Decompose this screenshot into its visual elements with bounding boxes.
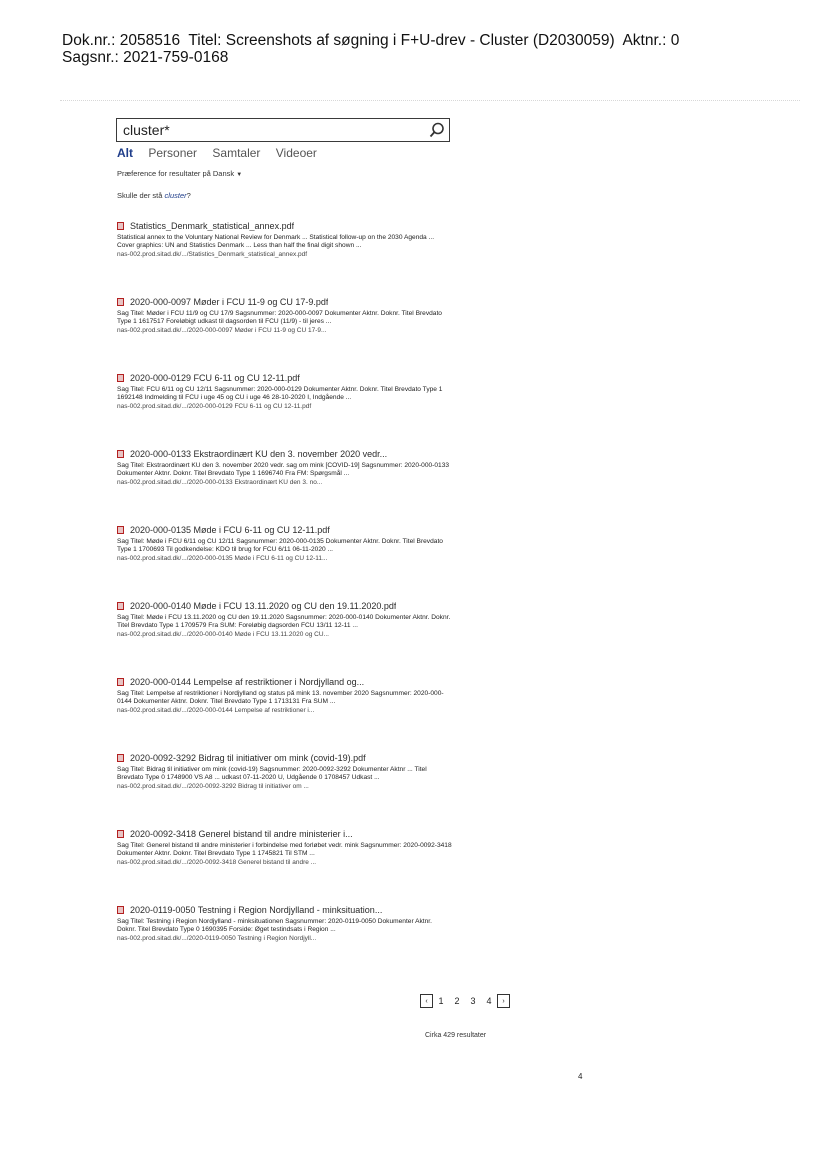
result-path: nas-002.prod.sitad.dk/.../2020-0119-0050 Testning i Region Nordjyll...: [117, 935, 317, 943]
doc-title: Titel: Screenshots af søgning i F+U-drev - Cluster (D2030059): [188, 32, 615, 49]
result-item: [117, 296, 452, 372]
result-snippet: Sag Titel: Testning i Region Nordjylland - minksituationen Sagsnummer: 2020-0119-0050 Dokumenter Aktnr. Doknr. Titel Brevdato Type 0 1690395 Forside: Øget testindsats i Region ...: [117, 918, 432, 934]
akt-number: Aktnr.: 0: [622, 32, 680, 49]
pdf-icon: [117, 526, 124, 534]
pdf-icon: [117, 374, 124, 382]
chevron-down-icon: ▼: [236, 172, 243, 178]
pdf-icon: [117, 222, 124, 230]
result-title-link[interactable]: 2020-000-0135 Møde i FCU 6-11 og CU 12-11.pdf: [130, 525, 330, 535]
tab-alt[interactable]: Alt: [117, 146, 133, 160]
document-header: [62, 32, 802, 66]
result-title-link[interactable]: 2020-0092-3292 Bidrag til initiativer om mink (covid-19).pdf: [130, 753, 366, 763]
divider: [60, 100, 800, 101]
result-item: [117, 752, 452, 828]
pdf-icon: [117, 298, 124, 306]
result-snippet: Statistical annex to the Voluntary National Review for Denmark ... Statistical follow-up on the 2030 Agenda ... Cover graphics: UN and Statistics Denmark ... Less than half the final digit shown ...: [117, 234, 435, 250]
language-preference-dropdown[interactable]: [117, 169, 242, 178]
pdf-icon: [117, 678, 124, 686]
result-item: [117, 904, 452, 980]
result-snippet: Sag Titel: Ekstraordinært KU den 3. november 2020 vedr. sag om mink [COVID-19] Sagsnummer: 2020-000-0133 Dokumenter Aktnr. Doknr. Titel Brevdato Type 1 1696740 Fra FM: Spørgsmål ...: [117, 462, 450, 478]
result-item: [117, 220, 452, 296]
result-title-link[interactable]: Statistics_Denmark_statistical_annex.pdf: [130, 221, 295, 231]
result-snippet: Sag Titel: Generel bistand til andre ministerier i forbindelse med forløbet vedr. mink Sagsnummer: 2020-0092-3418 Dokumenter Aktnr. Doknr. Titel Brevdato Type 1 1745821 Til STM ...: [117, 842, 452, 858]
tab-samtaler[interactable]: Samtaler: [212, 146, 261, 160]
result-snippet: Sag Titel: Møder i FCU 11/9 og CU 17/9 Sagsnummer: 2020-000-0097 Dokumenter Aktnr. Doknr. Titel Brevdato Type 1 1617517 Foreløbigt udkast til dagsorden til FCU (11/9) - til jeres ...: [117, 310, 442, 326]
result-path: nas-002.prod.sitad.dk/.../2020-000-0135 Møde i FCU 6-11 og CU 12-11...: [117, 555, 328, 563]
pdf-icon: [117, 754, 124, 762]
suggestion-link[interactable]: cluster: [164, 191, 187, 200]
result-item: [117, 600, 452, 676]
result-snippet: Sag Titel: Lempelse af restriktioner i Nordjylland og status på mink 13. november 2020 Sagsnummer: 2020-000-0144 Dokumenter Aktnr. Doknr. Titel Brevdato Type 1 1713131 Fra SUM ...: [117, 690, 444, 706]
search-input[interactable]: [123, 121, 423, 139]
results-list: [117, 220, 452, 980]
pdf-icon: [117, 830, 124, 838]
result-item: [117, 676, 452, 752]
result-item: [117, 524, 452, 600]
pdf-icon: [117, 602, 124, 610]
next-page-button[interactable]: ›: [497, 994, 510, 1008]
result-snippet: Sag Titel: Bidrag til initiativer om mink (covid-19) Sagsnummer: 2020-0092-3292 Dokumenter Aktnr ... Titel Brevdato Type 0 1748900 VS A8 ... udkast 07-11-2020 U, Udgående 0 1708457 Udkast ...: [117, 766, 427, 782]
page-link-4[interactable]: 4: [486, 996, 492, 1006]
prev-page-button[interactable]: ‹: [420, 994, 433, 1008]
page-link-2[interactable]: 2: [454, 996, 460, 1006]
result-path: nas-002.prod.sitad.dk/.../2020-0092-3418 Generel bistand til andre ...: [117, 859, 317, 867]
page-number: 4: [578, 1072, 583, 1081]
spelling-suggestion: [117, 191, 191, 200]
result-title-link[interactable]: 2020-000-0140 Møde i FCU 13.11.2020 og CU den 19.11.2020.pdf: [130, 601, 397, 611]
search-icon[interactable]: [428, 121, 446, 139]
page-link-1[interactable]: 1: [438, 996, 444, 1006]
result-path: nas-002.prod.sitad.dk/.../Statistics_Denmark_statistical_annex.pdf: [117, 251, 308, 259]
result-title-link[interactable]: 2020-000-0129 FCU 6-11 og CU 12-11.pdf: [130, 373, 300, 383]
result-snippet: Sag Titel: FCU 6/11 og CU 12/11 Sagsnummer: 2020-000-0129 Dokumenter Aktnr. Doknr. Titel Brevdato Type 1 1692148 Indmelding til FCU i uge 45 og CU i uge 46 28-10-2020 I, Indgående ...: [117, 386, 443, 402]
language-preference-label: Præference for resultater på Dansk: [117, 169, 235, 178]
suggestion-suffix: ?: [186, 191, 191, 200]
result-title-link[interactable]: 2020-000-0144 Lempelse af restriktioner i Nordjylland og...: [130, 677, 365, 687]
result-path: nas-002.prod.sitad.dk/.../2020-000-0129 FCU 6-11 og CU 12-11.pdf: [117, 403, 312, 411]
result-title-link[interactable]: 2020-0092-3418 Generel bistand til andre ministerier i...: [130, 829, 353, 839]
result-count: Cirka 429 resultater: [425, 1032, 487, 1039]
case-number: Sagsnr.: 2021-759-0168: [62, 49, 229, 66]
page-link-3[interactable]: 3: [470, 996, 476, 1006]
result-snippet: Sag Titel: Møde i FCU 6/11 og CU 12/11 Sagsnummer: 2020-000-0135 Dokumenter Aktnr. Doknr. Titel Brevdato Type 1 1700693 Til godkendelse: KDO til brug for FCU 6/11 06-11-2020 ...: [117, 538, 443, 554]
doc-number: Dok.nr.: 2058516: [62, 32, 181, 49]
result-path: nas-002.prod.sitad.dk/.../2020-000-0097 Møder i FCU 11-9 og CU 17-9...: [117, 327, 327, 335]
result-path: nas-002.prod.sitad.dk/.../2020-000-0144 Lempelse af restriktioner i...: [117, 707, 315, 715]
tab-personer[interactable]: Personer: [148, 146, 198, 160]
result-title-link[interactable]: 2020-000-0097 Møder i FCU 11-9 og CU 17-9.pdf: [130, 297, 329, 307]
result-item: [117, 448, 452, 524]
result-title-link[interactable]: 2020-0119-0050 Testning i Region Nordjylland - minksituation...: [130, 905, 383, 915]
pdf-icon: [117, 450, 124, 458]
search-box: [116, 118, 450, 142]
result-title-link[interactable]: 2020-000-0133 Ekstraordinært KU den 3. november 2020 vedr...: [130, 449, 388, 459]
result-item: [117, 828, 452, 904]
result-path: nas-002.prod.sitad.dk/.../2020-0092-3292 Bidrag til initiativer om ...: [117, 783, 309, 791]
result-snippet: Sag Titel: Møde i FCU 13.11.2020 og CU den 19.11.2020 Sagsnummer: 2020-000-0140 Dokumenter Aktnr. Doknr. Titel Brevdato Type 1 1709579 Fra SUM: Foreløbig dagsorden FCU 13/11 12-11 ...: [117, 614, 451, 630]
suggestion-prefix: Skulle der stå: [117, 191, 163, 200]
pdf-icon: [117, 906, 124, 914]
result-path: nas-002.prod.sitad.dk/.../2020-000-0133 Ekstraordinært KU den 3. no...: [117, 479, 323, 487]
tab-videoer[interactable]: Videoer: [275, 146, 317, 160]
pagination: [420, 991, 510, 1011]
result-item: [117, 372, 452, 448]
result-path: nas-002.prod.sitad.dk/.../2020-000-0140 Møde i FCU 13.11.2020 og CU...: [117, 631, 329, 639]
search-tabs: [117, 146, 329, 162]
